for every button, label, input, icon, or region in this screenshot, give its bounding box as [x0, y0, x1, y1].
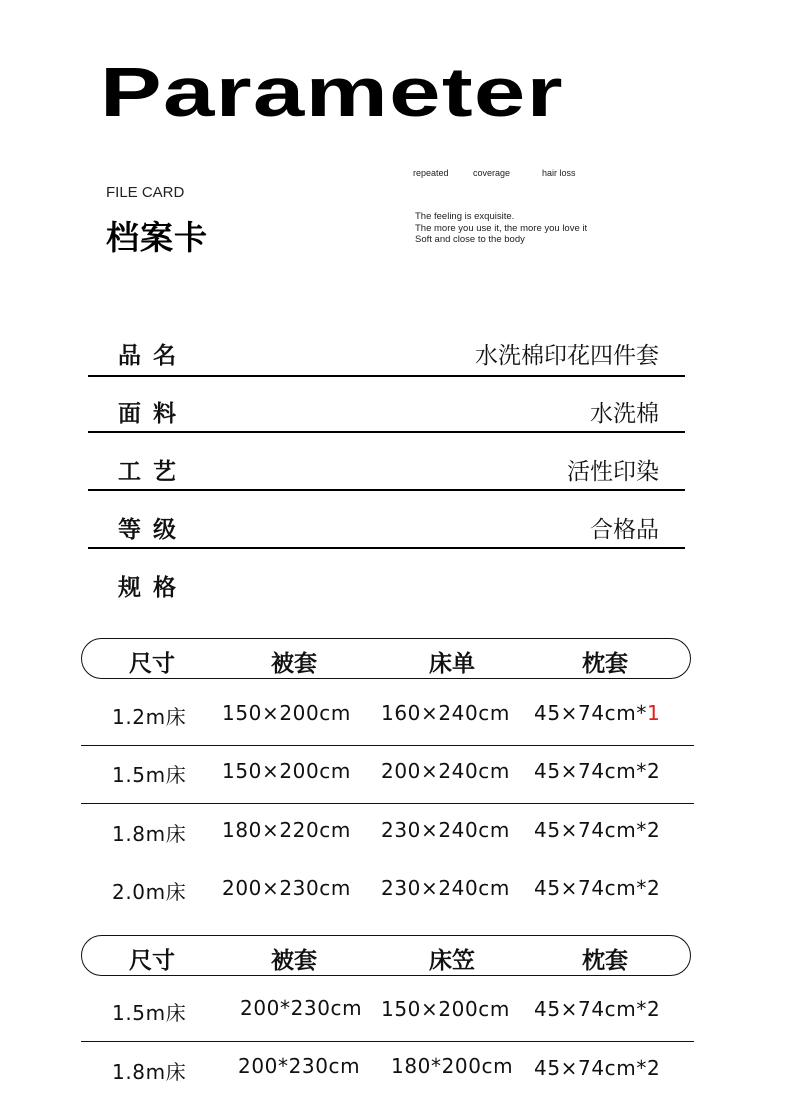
file-card-label-en: FILE CARD [106, 184, 185, 201]
header-duvet: 被套 [271, 948, 317, 974]
cell-duvet: 180×220cm [222, 818, 351, 842]
cell-sheet: 230×240cm [381, 876, 510, 900]
header-fitted-sheet: 床笠 [429, 948, 475, 974]
cell-duvet: 200*230cm [240, 996, 363, 1020]
pillow-size: 45×74cm* [534, 876, 647, 900]
header-size: 尺寸 [129, 948, 175, 974]
cell-pillow [534, 997, 660, 1021]
table-row [81, 745, 694, 804]
cell-size: 1.5m床 [112, 763, 187, 787]
table2-header [81, 935, 691, 976]
slogan-line: The more you use it, the more you love it [415, 222, 588, 234]
header-pillow: 枕套 [582, 948, 628, 974]
slogan-line: The feeling is exquisite. [415, 211, 515, 222]
cell-size: 1.5m床 [112, 1001, 187, 1025]
table-row [81, 687, 694, 746]
pillow-qty: 1 [646, 701, 661, 725]
tag-coverage: coverage [473, 168, 511, 178]
cell-sheet: 230×240cm [381, 818, 510, 842]
param-value: 活性印染 [567, 459, 659, 485]
cell-duvet: 200*230cm [238, 1054, 361, 1078]
param-value: 水洗棉 [590, 401, 659, 427]
file-card-label-cn: 档案卡 [106, 218, 208, 257]
cell-size: 1.8m床 [112, 1060, 187, 1084]
tag-hair-loss: hair loss [542, 168, 576, 178]
pillow-size: 45×74cm* [534, 701, 647, 725]
param-row-process [88, 431, 685, 491]
slogan-line: Soft and close to the body [415, 234, 525, 245]
cell-duvet: 150×200cm [222, 759, 351, 783]
pillow-size: 45×74cm* [534, 818, 647, 842]
table-row [81, 804, 694, 862]
cell-pillow [534, 876, 660, 900]
param-row-name [88, 317, 685, 377]
cell-sheet: 180*200cm [391, 1054, 514, 1078]
cell-duvet: 150×200cm [222, 701, 351, 725]
pillow-size: 45×74cm* [534, 759, 647, 783]
cell-size: 2.0m床 [112, 880, 187, 904]
param-label: 工艺 [118, 459, 188, 485]
cell-size: 1.8m床 [112, 822, 187, 846]
pillow-size: 45×74cm* [534, 997, 647, 1021]
pillow-qty: 2 [646, 1056, 661, 1080]
pillow-qty: 2 [646, 759, 661, 783]
header-size: 尺寸 [129, 651, 175, 677]
table-row [81, 983, 694, 1042]
header-pillow: 枕套 [582, 651, 628, 677]
slogan [415, 211, 587, 246]
page-title: Parameter [100, 53, 564, 131]
param-label: 品名 [118, 343, 188, 369]
tag-repeated: repeated [413, 168, 449, 178]
pillow-qty: 2 [646, 876, 661, 900]
cell-pillow [534, 759, 660, 783]
pillow-qty: 2 [646, 818, 661, 842]
param-label: 等级 [118, 517, 188, 543]
cell-sheet: 200×240cm [381, 759, 510, 783]
table-row [81, 1042, 694, 1100]
header-sheet: 床单 [429, 651, 475, 677]
cell-pillow [534, 701, 660, 725]
param-row-fabric [88, 373, 685, 433]
table-row [81, 862, 694, 920]
param-label: 规格 [118, 575, 188, 601]
cell-size: 1.2m床 [112, 705, 187, 729]
param-value: 水洗棉印花四件套 [475, 343, 659, 369]
cell-sheet: 150×200cm [381, 997, 510, 1021]
cell-sheet: 160×240cm [381, 701, 510, 725]
param-row-spec [88, 547, 685, 605]
cell-duvet: 200×230cm [222, 876, 351, 900]
pillow-qty: 2 [646, 997, 661, 1021]
cell-pillow [534, 1056, 660, 1080]
table1-header [81, 638, 691, 679]
param-row-grade [88, 489, 685, 549]
param-value: 合格品 [590, 517, 659, 543]
param-label: 面料 [118, 401, 188, 427]
pillow-size: 45×74cm* [534, 1056, 647, 1080]
cell-pillow [534, 818, 660, 842]
header-duvet: 被套 [271, 651, 317, 677]
